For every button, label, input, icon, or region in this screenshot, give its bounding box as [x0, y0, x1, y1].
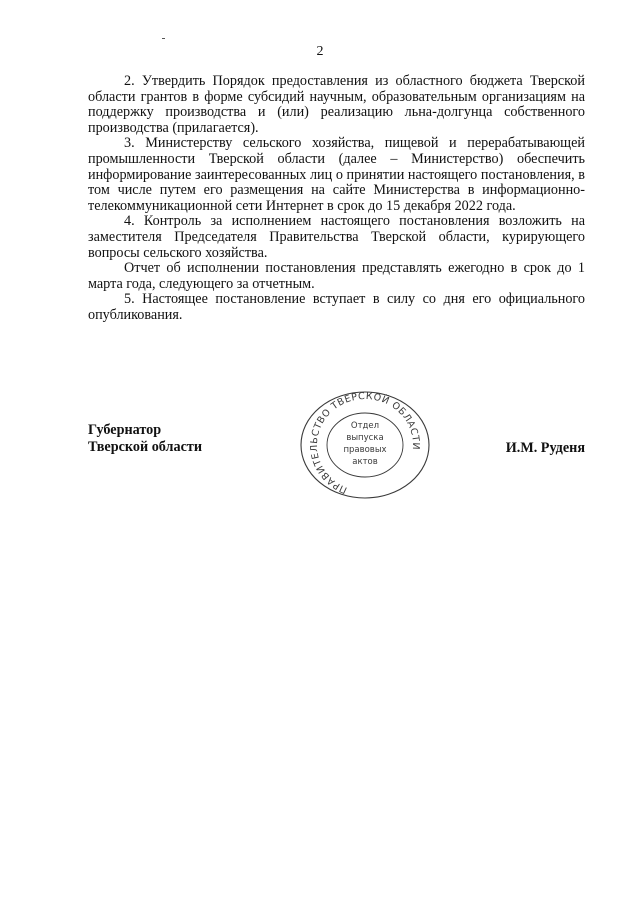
page-number: 2 [316, 44, 324, 59]
signatory-position-line1: Губернатор [88, 422, 162, 438]
scan-artifact [162, 38, 165, 39]
paragraph-item-2: 2. Утвердить Порядок предоставления из областного бюджета Тверской области грантов в форме субсидий научным, образовательным организациям на поддержку производства и (или) реализацию льна-долгунца собственного производства (прилагается). [88, 73, 585, 136]
paragraph-item-4: 4. Контроль за исполнением настоящего постановления возложить на заместителя Председателя Правительства Тверской области, курирующего вопросы сельского хозяйства. [88, 213, 585, 261]
paragraph-item-3: 3. Министерству сельского хозяйства, пищевой и перерабатывающей промышленности Тверской области (далее – Министерство) обеспечить информирование заинтересованных лиц о принятии настоящего постановления, в том числе путем его размещения на сайте Министерства в информационно-телекоммуникационной сети Интернет в срок до 15 декабря 2022 года. [88, 135, 585, 214]
signatory-position-line2: Тверской области [88, 439, 203, 455]
paragraph-item-5: 5. Настоящее постановление вступает в силу со дня его официального опубликования. [88, 291, 585, 323]
official-stamp [298, 390, 432, 502]
stamp-center-line-2: выпуска [346, 433, 384, 443]
stamp-center-line-1: Отдел [350, 421, 380, 431]
svg-text:ПРАВИТЕЛЬСТВО ТВЕРСКОЙ ОБЛАСТИ [309, 391, 421, 495]
stamp-center-line-4: актов [352, 457, 378, 467]
signatory-position [88, 422, 202, 456]
stamp-ring-text: ПРАВИТЕЛЬСТВО ТВЕРСКОЙ ОБЛАСТИ [308, 390, 422, 496]
paragraph-report: Отчет об исполнении постановления представлять ежегодно в срок до 1 марта года, следующего за отчетным. [88, 260, 585, 292]
document-body [88, 74, 585, 324]
signatory-name: И.М. Руденя [505, 440, 585, 456]
stamp-center-line-3: правовых [343, 445, 387, 455]
